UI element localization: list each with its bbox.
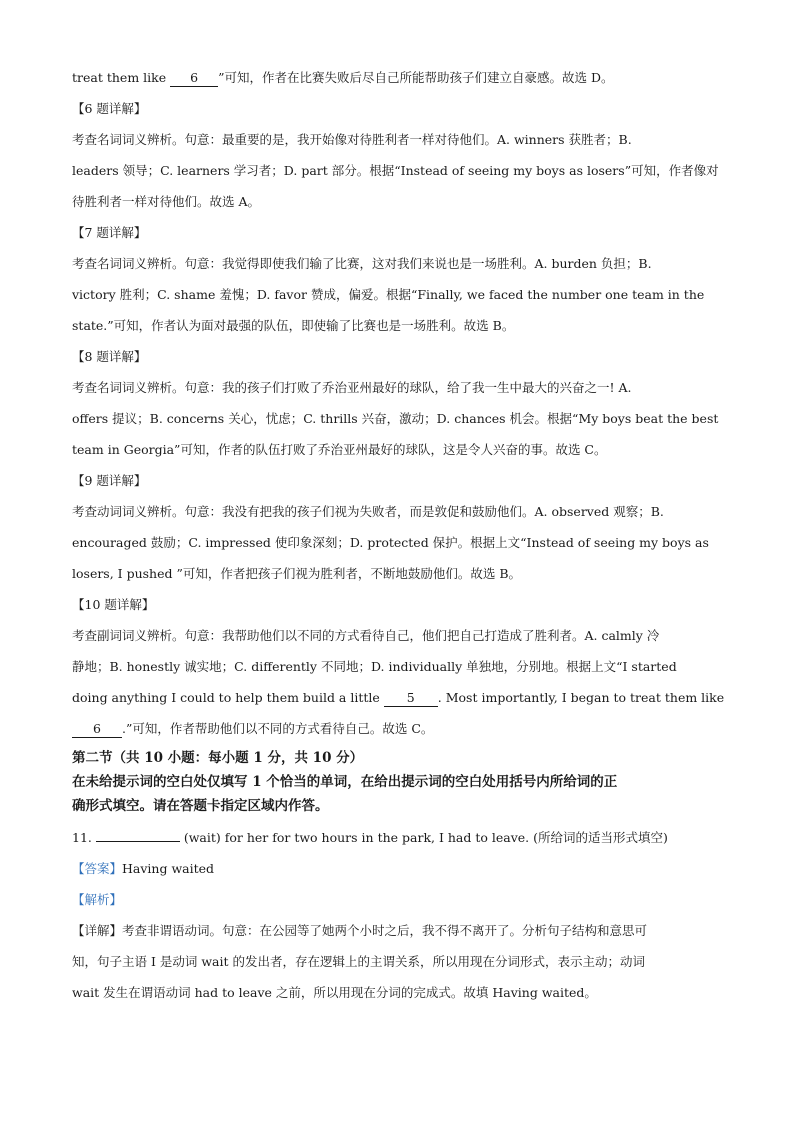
answer-line — [72, 853, 722, 884]
blank-6: 6 — [170, 70, 218, 87]
text-segment: .”可知，作者帮助他们以不同的方式看待自己。故选 C。 — [122, 721, 434, 736]
section-2-instructions: 确形式填空。请在答题卡指定区域内作答。 — [72, 798, 329, 814]
q7-explanation-line: state.”可知，作者认为面对最强的队伍，即使输了比赛也是一场胜利。故选 B。 — [72, 318, 515, 333]
detail-label: 【详解】 — [72, 923, 123, 938]
blank-6: 6 — [72, 721, 122, 738]
question-text: (wait) for her for two hours in the park, I had to leave. (所给词的适当形式填空) — [179, 830, 668, 845]
q7-explanation-line: victory 胜利；C. shame 羞愧；D. favor 赞成，偏爱。根据“Finally, we faced the number one team in the — [72, 287, 705, 302]
q6-explanation-line: leaders 领导；C. learners 学习者；D. part 部分。根据“Instead of seeing my boys as losers”可知，作者像对 — [72, 163, 719, 178]
q9-explanation-line: losers, I pushed ”可知，作者把孩子们视为胜利者，不断地鼓励他们。故选 B。 — [72, 566, 522, 581]
answer-text: Having waited — [122, 861, 215, 876]
text-segment: ”可知，作者在比赛失败后尽自己所能帮助孩子们建立自豪感。故选 D。 — [218, 70, 614, 85]
detail-line — [72, 915, 722, 946]
q9-explanation-line: 考查动词词义辨析。句意：我没有把我的孩子们视为失败者，而是敦促和鼓励他们。A. observed 观察；B. — [72, 504, 664, 519]
section-2-title: 第二节（共 10 小题：每小题 1 分，共 10 分） — [72, 750, 364, 766]
question-number: 11. — [72, 830, 96, 845]
section-2-instructions: 在未给提示词的空白处仅填写 1 个恰当的单词，在给出提示词的空白处用括号内所给词的正 — [72, 774, 618, 790]
text-line — [72, 62, 722, 93]
q6-explanation-line: 考查名词词义辨析。句意：最重要的是，我开始像对待胜利者一样对待他们。A. winners 获胜者；B. — [72, 132, 632, 147]
document-page — [72, 62, 725, 1008]
q9-explanation-line: encouraged 鼓励；C. impressed 使印象深刻；D. protected 保护。根据上文“Instead of seeing my boys as — [72, 535, 709, 550]
text-segment: doing anything I could to help them build a little — [72, 690, 384, 705]
q10-heading: 【10 题详解】 — [72, 597, 155, 612]
q9-heading: 【9 题详解】 — [72, 473, 147, 488]
q7-explanation-line: 考查名词词义辨析。句意：我觉得即使我们输了比赛，这对我们来说也是一场胜利。A. burden 负担；B. — [72, 256, 652, 271]
blank-5: 5 — [384, 690, 438, 707]
text-segment: treat them like — [72, 70, 171, 85]
q10-explanation-line — [72, 682, 725, 713]
q6-heading: 【6 题详解】 — [72, 101, 147, 116]
question-11 — [72, 822, 722, 853]
q8-explanation-line: 考查名词词义辨析。句意：我的孩子们打败了乔治亚州最好的球队，给了我一生中最大的兴奋之一! A. — [72, 380, 632, 395]
q10-explanation-line: 静地；B. honestly 诚实地；C. differently 不同地；D. individually 单独地，分别地。根据上文“I started — [72, 659, 677, 674]
q8-explanation-line: offers 提议；B. concerns 关心，忧虑；C. thrills 兴奋，激动；D. chances 机会。根据“My boys beat the best — [72, 411, 719, 426]
q7-heading: 【7 题详解】 — [72, 225, 147, 240]
q8-explanation-line: team in Georgia”可知，作者的队伍打败了乔治亚州最好的球队，这是令人兴奋的事。故选 C。 — [72, 442, 607, 457]
detail-text: 考查非谓语动词。句意：在公园等了她两个小时之后，我不得不离开了。分析句子结构和意思可 — [122, 923, 648, 938]
detail-line: 知，句子主语 I 是动词 wait 的发出者，存在逻辑上的主谓关系，所以用现在分词形式，表示主动；动词 — [72, 954, 646, 969]
detail-line: wait 发生在谓语动词 had to leave 之前，所以用现在分词的完成式。故填 Having waited。 — [72, 985, 597, 1000]
answer-label: 【答案】 — [72, 861, 123, 876]
q10-explanation-line: 考查副词词义辨析。句意：我帮助他们以不同的方式看待自己，他们把自己打造成了胜利者。A. calmly 冷 — [72, 628, 660, 643]
q6-explanation-line: 待胜利者一样对待他们。故选 A。 — [72, 194, 261, 209]
q8-heading: 【8 题详解】 — [72, 349, 147, 364]
analysis-label: 【解析】 — [72, 892, 123, 907]
q10-explanation-line — [72, 713, 722, 744]
text-segment: . Most importantly, I began to treat them like — [437, 690, 725, 705]
blank-11 — [96, 825, 180, 842]
